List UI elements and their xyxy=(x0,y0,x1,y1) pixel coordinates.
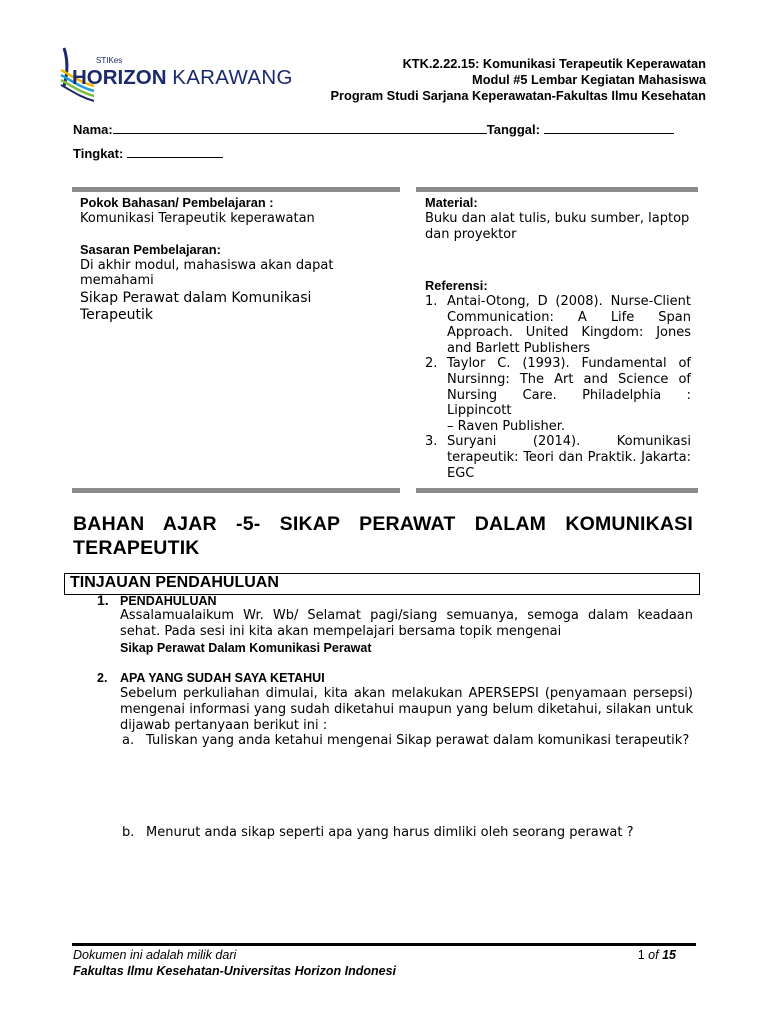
tingkat-field[interactable] xyxy=(127,145,223,158)
item2-text: Sebelum perkuliahan dimulai, kita akan melakukan APERSEPSI (penyamaan persepsi) mengenai informasi yang sudah diketahui maupun yang belum diketahui, silakan untuk dijawab pertanyaan berikut ini : xyxy=(120,686,693,733)
left-box-bottom-rule xyxy=(72,488,400,493)
question-a-letter: a. xyxy=(122,733,135,748)
tanggal-field[interactable] xyxy=(544,121,674,134)
page-current: 1 xyxy=(637,948,645,962)
nama-row xyxy=(73,121,674,137)
reference-list xyxy=(425,294,691,481)
footer-rule xyxy=(72,943,696,946)
logo-small-text: STIKes xyxy=(96,56,123,65)
item1-number: 1. xyxy=(97,592,109,608)
item2-number: 2. xyxy=(97,671,108,685)
footer-institution: Fakultas Ilmu Kesehatan-Universitas Horizon Indonesi xyxy=(73,964,396,978)
sasaran-label: Sasaran Pembelajaran: xyxy=(80,242,221,257)
item2-heading: APA YANG SUDAH SAYA KETAHUI xyxy=(120,671,325,685)
item1-body: Assalamualaikum Wr. Wb/ Selamat pagi/siang semuanya, semoga dalam keadaan sehat. Pada sesi ini kita akan mempelajari bersama topik mengenai xyxy=(120,608,693,639)
question-b-text: Menurut anda sikap seperti apa yang harus dimliki oleh seorang perawat ? xyxy=(146,825,634,840)
sasaran-topic: Sikap Perawat dalam Komunikasi Terapeutik xyxy=(80,290,312,323)
page-number xyxy=(638,948,676,962)
nama-field[interactable] xyxy=(113,121,487,134)
tingkat-label: Tingkat: xyxy=(73,146,124,161)
reference-item: 2. Taylor C. (1993). Fundamental of Nursinng: The Art and Science of Nursing Care. Philadelphia : Lippincott xyxy=(425,356,691,419)
right-box-bottom-rule xyxy=(416,488,698,493)
logo-name xyxy=(72,66,293,90)
nama-label: Nama: xyxy=(73,122,113,137)
footer-ownership: Dokumen ini adalah milik dari xyxy=(73,948,237,962)
header-code: KTK.2.22.15: Komunikasi Terapeutik Keperawatan xyxy=(402,56,706,71)
item1-topic: Sikap Perawat Dalam Komunikasi Perawat xyxy=(120,641,372,655)
page-total: 15 xyxy=(662,948,676,962)
left-box-top-rule xyxy=(72,187,400,192)
question-b-letter: b. xyxy=(122,825,135,840)
left-box xyxy=(80,195,380,324)
reference-item: 1. Antai-Otong, D (2008). Nurse-Client Communication: A Life Span Approach. United Kingdom: Jones and Barlett Publishers xyxy=(425,294,691,356)
pokok-value: Komunikasi Terapeutik keperawatan xyxy=(80,211,315,226)
page-title: BAHAN AJAR -5- SIKAP PERAWAT DALAM KOMUNIKASI TERAPEUTIK xyxy=(73,513,693,559)
item1-heading: PENDAHULUAN xyxy=(120,594,217,608)
reference-item: 3. Suryani (2014). Komunikasi terapeutik: Teori dan Praktik. Jakarta: EGC xyxy=(425,434,691,481)
right-box-top-rule xyxy=(416,187,698,192)
material-value: Buku dan alat tulis, buku sumber, laptop dan proyektor xyxy=(425,211,690,242)
reference-item: – Raven Publisher. xyxy=(447,418,566,434)
material-label: Material: xyxy=(425,195,478,210)
header-module: Modul #5 Lembar Kegiatan Mahasiswa xyxy=(472,72,706,87)
tanggal-label: Tanggal: xyxy=(486,122,540,137)
referensi-label: Referensi: xyxy=(425,278,488,293)
page-of: of xyxy=(648,948,659,962)
logo-name-bold: HORIZON xyxy=(72,66,167,89)
logo-name-light: KARAWANG xyxy=(172,66,293,89)
section-title: TINJAUAN PENDAHULUAN xyxy=(70,574,279,591)
item1-text xyxy=(120,608,693,640)
pokok-label: Pokok Bahasan/ Pembelajaran : xyxy=(80,195,274,210)
header-program: Program Studi Sarjana Keperawatan-Fakultas Ilmu Kesehatan xyxy=(330,88,706,103)
question-a-text: Tuliskan yang anda ketahui mengenai Sikap perawat dalam komunikasi terapeutik? xyxy=(146,733,690,748)
right-box xyxy=(425,195,691,481)
institution-logo xyxy=(58,42,293,104)
sasaran-text: Di akhir modul, mahasiswa akan dapat memahami xyxy=(80,258,334,288)
tingkat-row xyxy=(73,145,223,161)
